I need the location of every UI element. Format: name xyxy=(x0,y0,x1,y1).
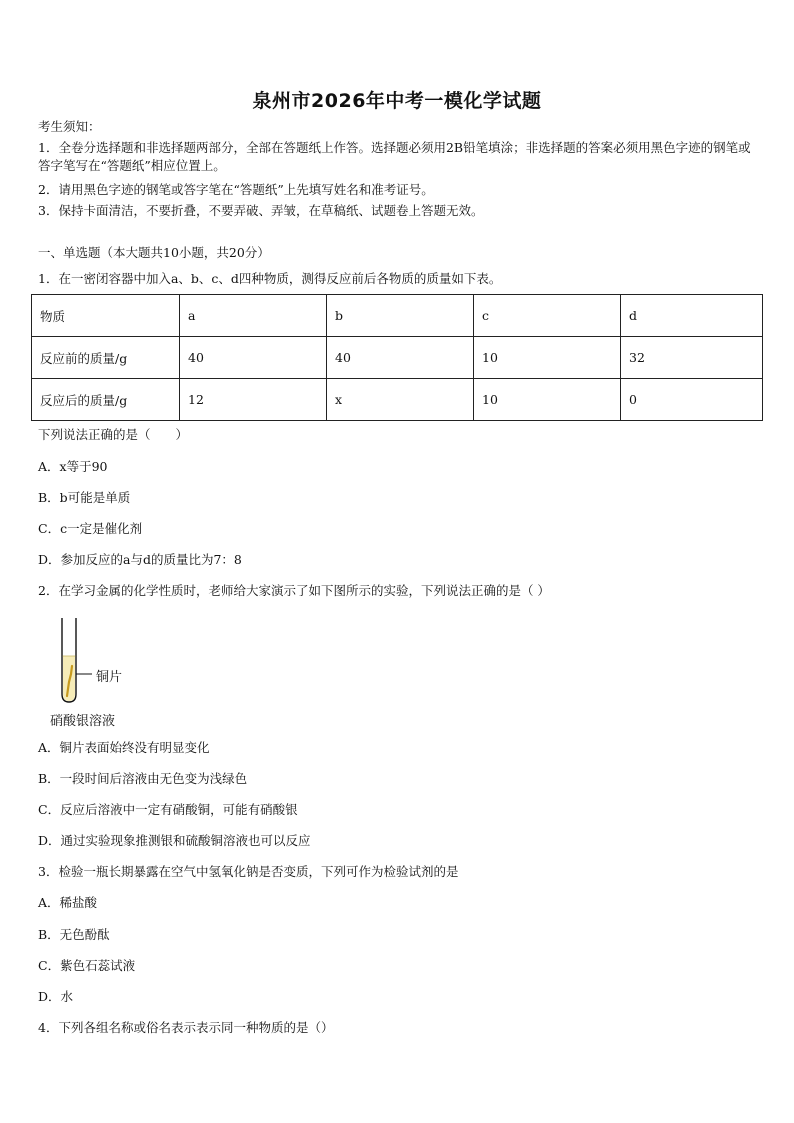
table-cell: 10 xyxy=(474,379,621,421)
table-cell: 物质 xyxy=(32,295,180,337)
question-3-option-b: B．无色酚酞 xyxy=(38,927,110,942)
table-cell: c xyxy=(474,295,621,337)
question-3-stem: 3．检验一瓶长期暴露在空气中氢氧化钠是否变质，下列可作为检验试剂的是 xyxy=(38,864,459,879)
table-cell: 10 xyxy=(474,337,621,379)
notice-heading: 考生须知： xyxy=(38,119,101,134)
table-cell: 反应前的质量/g xyxy=(32,337,180,379)
silver-nitrate-label: 硝酸银溶液 xyxy=(50,714,116,729)
notice-item-3: 3．保持卡面清洁，不要折叠，不要弄破、弄皱，在草稿纸、试题卷上答题无效。 xyxy=(38,203,484,218)
table-cell: b xyxy=(327,295,474,337)
table-cell: 0 xyxy=(621,379,763,421)
table-cell: 40 xyxy=(327,337,474,379)
question-1-stem: 1．在一密闭容器中加入a、b、c、d四种物质，测得反应前后各物质的质量如下表。 xyxy=(38,271,502,286)
question-2-option-d: D．通过实验现象推测银和硫酸铜溶液也可以反应 xyxy=(38,833,311,848)
question-1-option-a: A．x等于90 xyxy=(38,459,108,474)
question-2-stem: 2．在学习金属的化学性质时，老师给大家演示了如下图所示的实验，下列说法正确的是（ ） xyxy=(38,583,550,598)
mass-table xyxy=(31,294,763,421)
test-tube-diagram xyxy=(50,616,140,706)
table-cell: d xyxy=(621,295,763,337)
copper-strip-label: 铜片 xyxy=(96,670,123,685)
question-3-option-c: C．紫色石蕊试液 xyxy=(38,958,136,973)
question-3-option-a: A．稀盐酸 xyxy=(38,895,98,910)
table-cell: x xyxy=(327,379,474,421)
table-cell: a xyxy=(180,295,327,337)
question-1-option-b: B．b可能是单质 xyxy=(38,490,131,505)
question-1-option-d: D．参加反应的a与d的质量比为7：8 xyxy=(38,552,242,567)
table-cell: 反应后的质量/g xyxy=(32,379,180,421)
table-row xyxy=(32,295,763,337)
question-1-prompt: 下列说法正确的是（ ） xyxy=(38,427,189,442)
question-2-option-c: C．反应后溶液中一定有硝酸铜，可能有硝酸银 xyxy=(38,802,298,817)
question-4-stem: 4．下列各组名称或俗名表示表示同一种物质的是（） xyxy=(38,1020,334,1035)
notice-item-1: 1．全卷分选择题和非选择题两部分，全部在答题纸上作答。选择题必须用2B铅笔填涂；非选择题的答案必须用黑色字迹的钢笔或答字笔写在“答题纸”相应位置上。 xyxy=(38,140,751,173)
notice-item-2: 2．请用黑色字迹的钢笔或答字笔在“答题纸”上先填写姓名和准考证号。 xyxy=(38,182,434,197)
question-1-option-c: C．c一定是催化剂 xyxy=(38,521,143,536)
question-3-option-d: D．水 xyxy=(38,989,74,1004)
table-cell: 12 xyxy=(180,379,327,421)
question-2-option-a: A．铜片表面始终没有明显变化 xyxy=(38,740,210,755)
test-tube-figure xyxy=(50,616,140,736)
exam-title: 泉州市2026年中考一模化学试题 xyxy=(252,90,542,112)
question-2-option-b: B．一段时间后溶液由无色变为浅绿色 xyxy=(38,771,248,786)
table-row xyxy=(32,337,763,379)
section-heading: 一、单选题（本大题共10小题，共20分） xyxy=(38,245,270,260)
table-row xyxy=(32,379,763,421)
table-cell: 32 xyxy=(621,337,763,379)
table-cell: 40 xyxy=(180,337,327,379)
